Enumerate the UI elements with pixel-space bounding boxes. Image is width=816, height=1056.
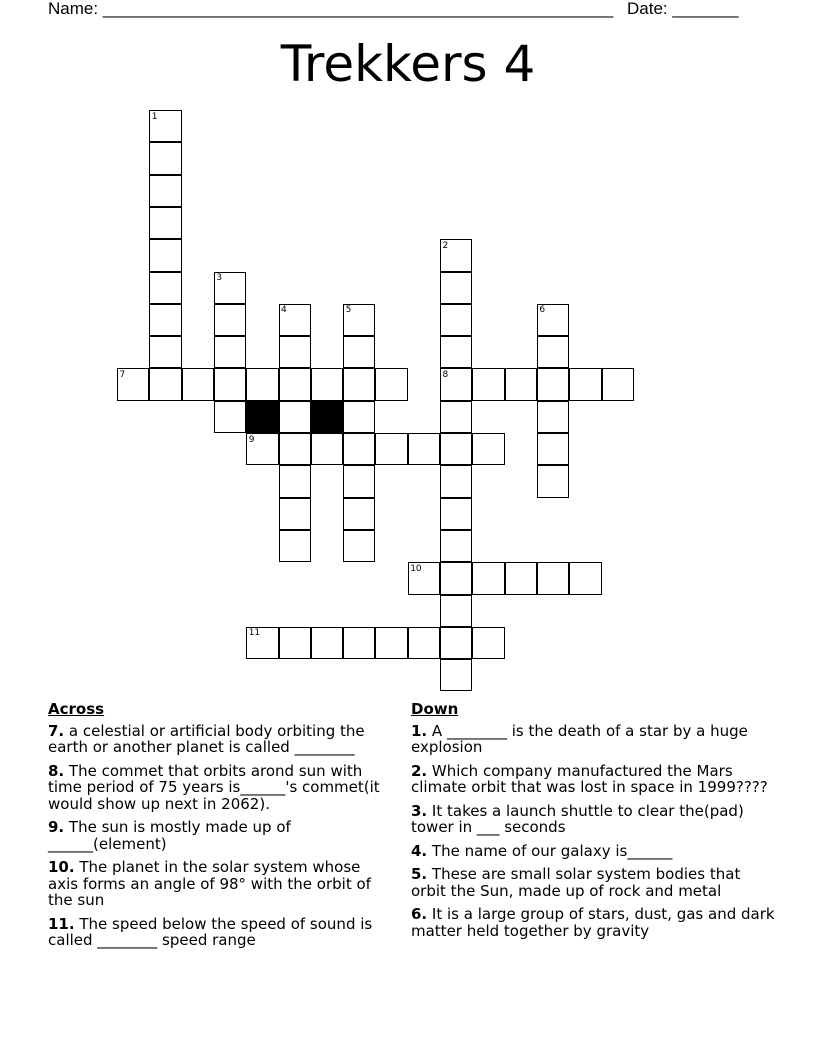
answer-cell[interactable] (375, 433, 407, 465)
answer-cell[interactable] (279, 336, 311, 368)
clue-text: It is a large group of stars, dust, gas and dark matter held together by gravity (411, 905, 775, 940)
answer-cell[interactable] (343, 530, 375, 562)
clue-text: The commet that orbits arond sun with time period of 75 years is______'s commet(it would show up next in 2062). (48, 761, 380, 813)
answer-cell[interactable] (149, 272, 181, 304)
answer-cell[interactable] (279, 498, 311, 530)
down-clue (411, 866, 776, 899)
answer-cell[interactable] (472, 433, 504, 465)
clue-number: 9. (48, 818, 65, 836)
clue-number-label: 11 (248, 628, 261, 639)
answer-cell[interactable] (537, 465, 569, 497)
clue-number: 2. (411, 761, 428, 780)
clue-number: 10. (48, 858, 75, 876)
answer-cell[interactable] (149, 304, 181, 336)
answer-cell[interactable] (440, 465, 472, 497)
answer-cell[interactable] (343, 627, 375, 659)
name-field-label: Name: ______________________________________________________ (48, 0, 614, 18)
clue-number: 8. (48, 761, 65, 780)
answer-cell[interactable] (375, 627, 407, 659)
clue-text: a celestial or artificial body orbiting the earth or another planet is called ________ (48, 721, 365, 756)
page-title: Trekkers 4 (280, 35, 536, 93)
clue-text: Which company manufactured the Mars climate orbit that was lost in space in 1999???? (411, 761, 768, 796)
answer-cell[interactable] (214, 401, 246, 433)
answer-cell[interactable] (505, 562, 537, 594)
answer-cell[interactable] (149, 142, 181, 174)
answer-cell[interactable] (505, 368, 537, 400)
answer-cell[interactable] (246, 368, 278, 400)
down-clue (411, 843, 776, 860)
answer-cell[interactable] (440, 401, 472, 433)
answer-cell[interactable] (343, 401, 375, 433)
down-clue (411, 906, 776, 939)
clue-text: The sun is mostly made up of ______(element) (48, 818, 291, 853)
answer-cell[interactable] (311, 627, 343, 659)
answer-cell[interactable] (343, 465, 375, 497)
down-clue (411, 723, 776, 756)
answer-cell[interactable] (343, 498, 375, 530)
clue-number-label: 4 (281, 305, 287, 316)
answer-cell[interactable] (440, 272, 472, 304)
clue-number-label: 3 (216, 273, 223, 283)
clue-number: 6. (411, 905, 428, 923)
answer-cell[interactable] (214, 368, 246, 400)
answer-cell[interactable] (408, 433, 440, 465)
answer-cell[interactable] (569, 368, 601, 400)
answer-cell[interactable] (149, 368, 181, 400)
answer-cell[interactable] (472, 562, 504, 594)
answer-cell[interactable] (214, 304, 246, 336)
clue-number-label: 10 (410, 563, 422, 574)
answer-cell[interactable] (537, 336, 569, 368)
answer-cell[interactable] (149, 336, 181, 368)
across-clues (48, 701, 388, 956)
clue-text: These are small solar system bodies that orbit the Sun, made up of rock and metal (411, 865, 741, 900)
answer-cell[interactable] (537, 401, 569, 433)
answer-cell[interactable] (440, 659, 472, 691)
blocked-cell (246, 401, 278, 433)
answer-cell[interactable] (149, 207, 181, 239)
answer-cell[interactable] (182, 368, 214, 400)
across-clue (48, 819, 388, 852)
answer-cell[interactable] (214, 336, 246, 368)
answer-cell[interactable] (279, 433, 311, 465)
answer-cell[interactable] (537, 433, 569, 465)
across-clue (48, 859, 388, 909)
clue-number: 3. (411, 801, 428, 820)
answer-cell[interactable] (440, 433, 472, 465)
answer-cell[interactable] (279, 465, 311, 497)
clue-number: 5. (411, 865, 428, 883)
clue-number: 1. (411, 721, 428, 740)
answer-cell[interactable] (149, 175, 181, 207)
clue-number-label: 8 (442, 369, 449, 380)
answer-cell[interactable] (440, 627, 472, 659)
answer-cell[interactable] (343, 433, 375, 465)
clue-number-label: 6 (539, 305, 546, 316)
clue-number-label: 9 (248, 434, 255, 445)
answer-cell[interactable] (472, 627, 504, 659)
answer-cell[interactable] (602, 368, 634, 400)
clue-number-label: 7 (119, 369, 126, 380)
answer-cell[interactable] (537, 562, 569, 594)
answer-cell[interactable] (279, 530, 311, 562)
answer-cell[interactable] (279, 368, 311, 400)
clue-number-label: 2 (442, 240, 449, 251)
down-clue (411, 763, 776, 796)
clue-number-label: 1 (151, 111, 158, 122)
clue-text: The name of our galaxy is______ (431, 841, 673, 860)
across-clue (48, 763, 388, 813)
answer-cell[interactable] (343, 368, 375, 400)
clue-text: The speed below the speed of sound is called ________ speed range (48, 914, 373, 949)
answer-cell[interactable] (569, 562, 601, 594)
answer-cell[interactable] (149, 239, 181, 271)
answer-cell[interactable] (375, 368, 407, 400)
clue-number: 11. (48, 914, 75, 933)
answer-cell[interactable] (408, 627, 440, 659)
answer-cell[interactable] (440, 530, 472, 562)
clue-text: A ________ is the death of a star by a huge explosion (411, 721, 748, 756)
clue-number: 4. (411, 841, 428, 860)
answer-cell[interactable] (311, 368, 343, 400)
answer-cell[interactable] (440, 498, 472, 530)
clue-number: 7. (48, 721, 65, 740)
down-heading: Down (411, 700, 459, 718)
answer-cell[interactable] (440, 336, 472, 368)
date-field-label: Date: _______ (627, 0, 739, 18)
across-heading: Across (48, 700, 105, 718)
answer-cell[interactable] (472, 368, 504, 400)
answer-cell[interactable] (343, 336, 375, 368)
down-clue (411, 803, 776, 836)
across-clue (48, 916, 388, 949)
clue-text: It takes a launch shuttle to clear the(pad) tower in ___ seconds (411, 801, 744, 836)
answer-cell[interactable] (440, 562, 472, 594)
down-clues (411, 701, 776, 946)
blocked-cell (311, 401, 343, 433)
answer-cell[interactable] (537, 368, 569, 400)
answer-cell[interactable] (279, 627, 311, 659)
clue-number-label: 5 (345, 305, 352, 316)
answer-cell[interactable] (279, 401, 311, 433)
clue-text: The planet in the solar system whose axis forms an angle of 98° with the orbit of the sun (48, 858, 371, 909)
answer-cell[interactable] (440, 595, 472, 627)
across-clue (48, 723, 388, 756)
answer-cell[interactable] (311, 433, 343, 465)
answer-cell[interactable] (440, 304, 472, 336)
